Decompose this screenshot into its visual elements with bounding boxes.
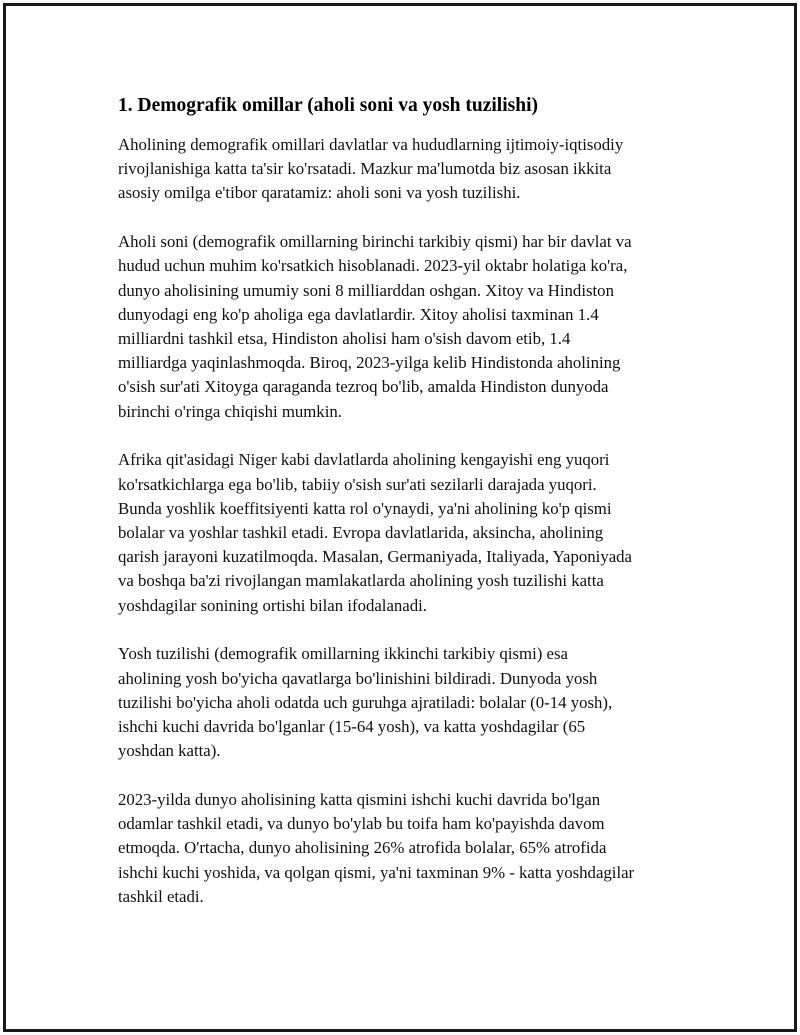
- paragraph-regional-trends: Afrika qit'asidagi Niger kabi davlatlarda aholining kengayishi eng yuqori ko'rsatkichlarga ega bo'lib, tabiiy o'sish sur'ati sezilarli darajada yuqori. Bunda yoshlik koeffitsiyenti katta rol o'ynaydi, ya'ni aholining ko'p qismi bolalar va yoshlar tashkil etadi. Evropa davlatlarida, aksincha, aholining qarish jarayoni kuzatilmoqda. Masalan, Germaniyada, Italiyada, Yaponiyada va boshqa ba'zi rivojlangan mamlakatlarda aholining yosh tuzilishi katta yoshdagilar sonining ortishi bilan ifodalanadi.: [118, 450, 632, 615]
- paragraph-population-size: Aholi soni (demografik omillarning birinchi tarkibiy qismi) har bir davlat va hudud uchun muhim ko'rsatkich hisoblanadi. 2023-yil oktabr holatiga ko'ra, dunyo aholisining umumiy soni 8 milliarddan oshgan. Xitoy va Hindiston dunyodagi eng ko'p aholiga ega davlatlardir. Xitoy aholisi taxminan 1.4 milliardni tashkil etsa, Hindiston aholisi ham o'sish davom etib, 1.4 milliardga yaqinlashmoqda. Biroq, 2023-yilga kelib Hindistonda aholining o'sish sur'ati Xitoyga qaraganda tezroq bo'lib, amalda Hindiston dunyoda birinchi o'ringa chiqishi mumkin.: [118, 232, 632, 421]
- paragraph-intro: Aholining demografik omillari davlatlar va hududlarning ijtimoiy-iqtisodiy rivojlanishiga katta ta'sir ko'rsatadi. Mazkur ma'lumotda biz asosan ikkita asosiy omilga e'tibor qaratamiz: aholi soni va yosh tuzilishi.: [118, 135, 624, 203]
- document-body: [118, 93, 688, 934]
- paragraph-age-structure: Yosh tuzilishi (demografik omillarning ikkinchi tarkibiy qismi) esa aholining yosh bo'yicha qavatlarga bo'linishini bildiradi. Dunyoda yosh tuzilishi bo'yicha aholi odatda uch guruhga ajratiladi: bolalar (0-14 yosh), ishchi kuchi davrida bo'lganlar (15-64 yosh), va katta yoshdagilar (65 yoshdan katta).: [118, 644, 613, 761]
- section-heading: 1. Demografik omillar (aholi soni va yosh tuzilishi): [118, 95, 538, 116]
- paragraph-age-distribution: 2023-yilda dunyo aholisining katta qismini ishchi kuchi davrida bo'lgan odamlar tashkil etadi, va dunyo bo'ylab bu toifa ham ko'payishda davom etmoqda. O'rtacha, dunyo aholisining 26% atrofida bolalar, 65% atrofida ishchi kuchi yoshida, va qolgan qismi, ya'ni taxminan 9% - katta yoshdagilar tashkil etadi.: [118, 790, 635, 906]
